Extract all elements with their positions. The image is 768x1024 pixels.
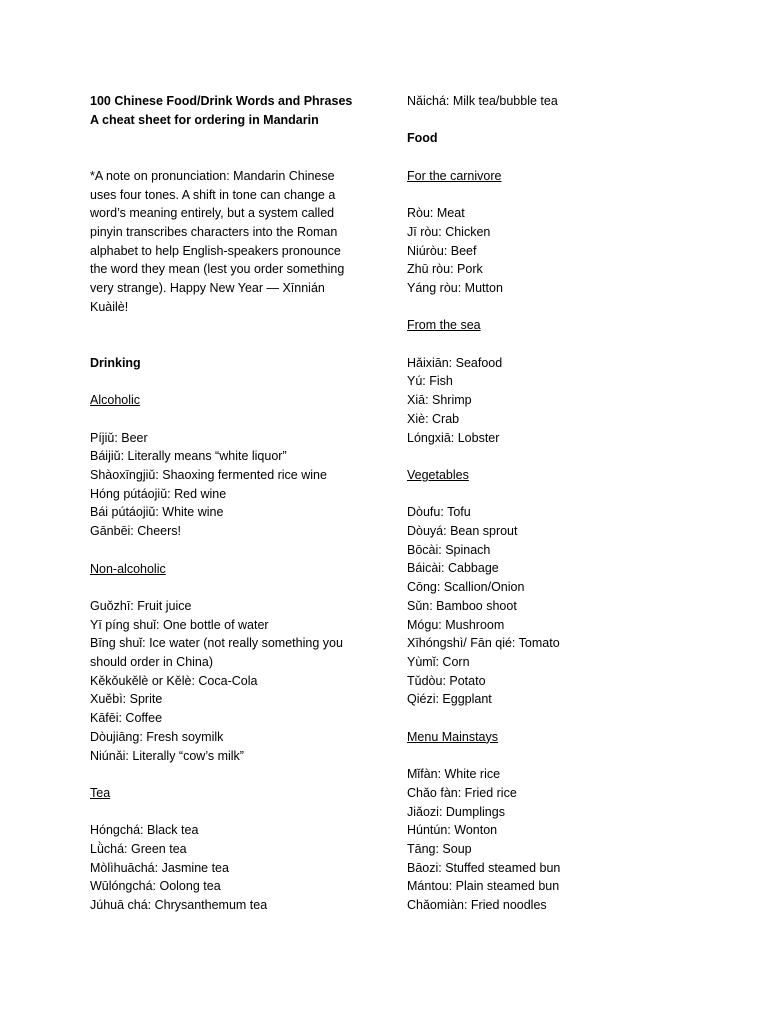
tea-list: [90, 821, 365, 915]
list-item: Hóngchá: Black tea: [90, 823, 199, 838]
list-item: Jī ròu: Chicken: [407, 224, 491, 239]
subheading-from-the-sea: From the sea: [407, 318, 481, 333]
list-item: Tāng: Soup: [407, 841, 472, 856]
list-item: Hóng pútáojiǔ: Red wine: [90, 486, 227, 501]
list-item: Báicài: Cabbage: [407, 561, 499, 576]
note-line: word’s meaning entirely, but a system called: [90, 206, 335, 221]
list-item: Shàoxīngjiǔ: Shaoxing fermented rice wine: [90, 468, 327, 482]
carnivore-list: [407, 204, 707, 298]
list-item: Húntún: Wonton: [407, 823, 498, 838]
list-item: Ròu: Meat: [407, 206, 465, 221]
section-heading-drinking: Drinking: [90, 355, 141, 370]
list-item: Mǐfàn: White rice: [407, 767, 501, 782]
note-line: Kuàilè!: [90, 299, 129, 314]
list-item: Sǔn: Bamboo shoot: [407, 598, 517, 613]
list-item: Qiézi: Eggplant: [407, 692, 492, 707]
list-item: Jiǎozi: Dumplings: [407, 804, 505, 819]
list-item: Zhū ròu: Pork: [407, 262, 483, 277]
list-item: Mógu: Mushroom: [407, 617, 505, 632]
note-line: pinyin transcribes characters into the Roman: [90, 224, 338, 239]
subheading-tea: Tea: [90, 785, 111, 800]
list-item: Tǔdòu: Potato: [407, 673, 486, 688]
note-line: *A note on pronunciation: Mandarin Chinese: [90, 168, 335, 183]
list-item: Niúròu: Beef: [407, 243, 477, 258]
list-item: Yī píng shuǐ: One bottle of water: [90, 617, 269, 632]
list-item: Hǎixiān: Seafood: [407, 355, 503, 370]
list-item: Xiè: Crab: [407, 411, 460, 426]
list-item: Gānbēi: Cheers!: [90, 524, 182, 539]
list-item: Lóngxiā: Lobster: [407, 430, 500, 445]
list-item: Bái pútáojiǔ: White wine: [90, 505, 224, 520]
note-line: the word they mean (lest you order something: [90, 262, 345, 277]
subheading-carnivore: For the carnivore: [407, 168, 502, 183]
section-heading-food: Food: [407, 131, 438, 146]
list-item: Kāfēi: Coffee: [90, 711, 163, 726]
seafood-list: [407, 354, 707, 448]
list-item: Dòujiāng: Fresh soymilk: [90, 729, 224, 744]
list-item: Dòufu: Tofu: [407, 505, 471, 520]
list-item: Guǒzhī: Fruit juice: [90, 598, 192, 613]
note-line: uses four tones. A shift in tone can change a: [90, 187, 336, 202]
list-item: Bōcài: Spinach: [407, 542, 491, 557]
list-item: Chǎo fàn: Fried rice: [407, 785, 517, 800]
subheading-vegetables: Vegetables: [407, 467, 469, 482]
list-item: should order in China): [90, 655, 213, 669]
list-item: Bāozi: Stuffed steamed bun: [407, 860, 561, 875]
list-item: Mòlìhuāchá: Jasmine tea: [90, 860, 229, 875]
vegetables-list: [407, 503, 707, 709]
subheading-non-alcoholic: Non-alcoholic: [90, 561, 166, 576]
left-column: [90, 92, 365, 915]
list-item: Xīhóngshì/ Fān qié: Tomato: [407, 636, 560, 651]
list-item: Píjiǔ: Beer: [90, 430, 148, 445]
list-item: Báijiǔ: Literally means “white liquor”: [90, 449, 287, 464]
list-item: Wūlóngchá: Oolong tea: [90, 879, 221, 894]
list-item: Nǎichá: Milk tea/bubble tea: [407, 94, 558, 108]
subheading-menu-mainstays: Menu Mainstays: [407, 729, 499, 744]
list-item: Yú: Fish: [407, 374, 453, 389]
list-item: Bīng shuǐ: Ice water (not really something you: [90, 636, 343, 651]
list-item: Xuěbì: Sprite: [90, 692, 163, 707]
note-line: very strange). Happy New Year — Xīnnián: [90, 281, 325, 296]
list-item: Júhuā chá: Chrysanthemum tea: [90, 898, 268, 913]
document-subtitle: A cheat sheet for ordering in Mandarin: [90, 112, 319, 127]
list-item: Yùmǐ: Corn: [407, 654, 470, 669]
list-item: Kěkǒukělè or Kělè: Coca-Cola: [90, 673, 258, 688]
mainstays-list: [407, 765, 707, 915]
note-line: alphabet to help English-speakers pronounce: [90, 243, 341, 258]
alcoholic-list: [90, 429, 365, 541]
document-title: 100 Chinese Food/Drink Words and Phrases: [90, 94, 353, 108]
non-alcoholic-list: [90, 597, 365, 765]
list-item: Xiā: Shrimp: [407, 393, 472, 408]
list-item: Niúnǎi: Literally “cow’s milk”: [90, 748, 244, 763]
list-item: Cōng: Scallion/Onion: [407, 580, 525, 595]
list-item: Lǜchá: Green tea: [90, 842, 187, 856]
subheading-alcoholic: Alcoholic: [90, 393, 141, 408]
list-item: Mántou: Plain steamed bun: [407, 879, 560, 894]
list-item: Yáng ròu: Mutton: [407, 280, 503, 295]
list-item: Chǎomiàn: Fried noodles: [407, 898, 547, 913]
pronunciation-note: [90, 167, 365, 317]
list-item: Dòuyá: Bean sprout: [407, 524, 518, 539]
right-column: [407, 92, 707, 915]
